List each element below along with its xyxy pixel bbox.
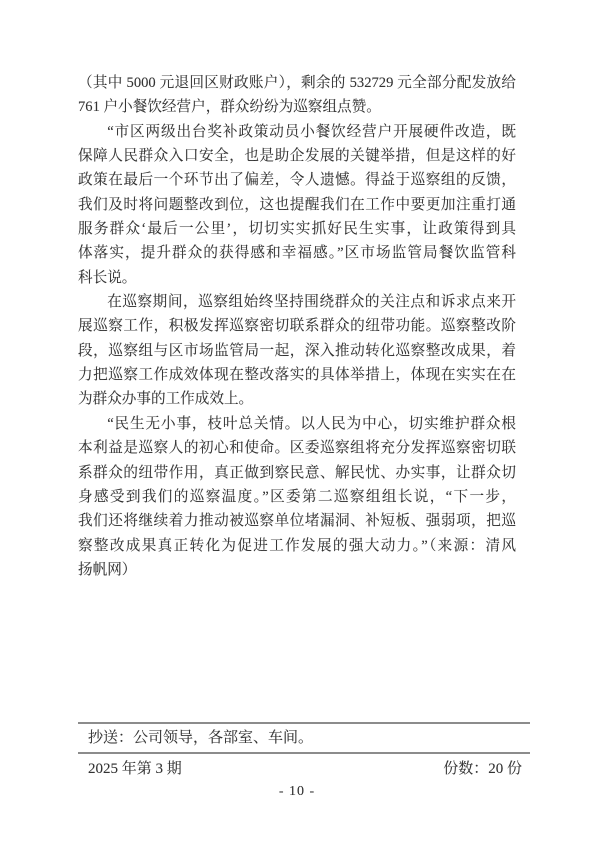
text-line: 力把巡察工作成效体现在整改落实的具体举措上，体现在实实在在 [78,367,516,384]
text-line: 在巡察期间，巡察组始终坚持围绕群众的关注点和诉求点来开 [107,294,516,311]
page-number: - 10 - [278,784,316,799]
copies-label: 份数：20 份 [443,761,522,777]
text-line: 察整改成果真正转化为促进工作发展的强大动力。”（来源：清风 [78,537,516,554]
text-line: 政策在最后一个环节出了偏差，令人遗憾。得益于巡察组的反馈， [78,172,516,189]
text-line: 保障人民群众入口安全，也是助企发展的关键举措，但是这样的好 [78,148,516,165]
text-line: 体落实，提升群众的获得感和幸福感。”区市场监管局餐饮监管科 [78,245,516,262]
cc-line: 抄送：公司领导，各部室、车间。 [88,730,314,746]
text-line: 我们及时将问题整改到位，这也提醒我们在工作中要更加注重打通 [78,196,516,213]
text-line: “市区两级出台奖补政策动员小餐饮经营户开展硬件改造，既 [107,123,516,140]
text-line: 本利益是巡察人的初心和使命。区委巡察组将充分发挥巡察密切联 [78,440,516,457]
text-line: （其中 5000 元退回区财政账户），剩余的 532729 元全部分配发放给 [78,75,516,91]
text-line: 身感受到我们的巡察温度。”区委第二巡察组组长说，“下一步， [78,488,516,505]
text-line: 扬帆网） [78,561,137,578]
footer [78,722,530,780]
text-line: 761 户小餐饮经营户，群众纷纷为巡察组点赞。 [78,99,381,116]
text-line: 为群众办事的工作成效上。 [78,391,254,408]
text-line: “民生无小事，枝叶总关情。以人民为中心，切实维护群众根 [107,415,516,432]
text-line: 我们还将继续着力推动被巡察单位堵漏洞、补短板、强弱项，把巡 [78,513,516,530]
text-line: 服务群众‘最后一公里’，切切实实抓好民生实事，让政策得到具 [78,221,516,238]
body-text [78,71,516,582]
issue-row [78,754,530,780]
text-line: 段，巡察组与区市场监管局一起，深入推动转化巡察整改成果，着 [78,342,516,359]
text-line: 展巡察工作，积极发挥巡察密切联系群众的纽带功能。巡察整改阶 [78,318,516,335]
issue-label: 2025 年第 3 期 [88,761,182,777]
text-line: 科长说。 [78,269,137,286]
text-line: 系群众的纽带作用，真正做到察民意、解民忧、办实事，让群众切 [78,464,516,481]
